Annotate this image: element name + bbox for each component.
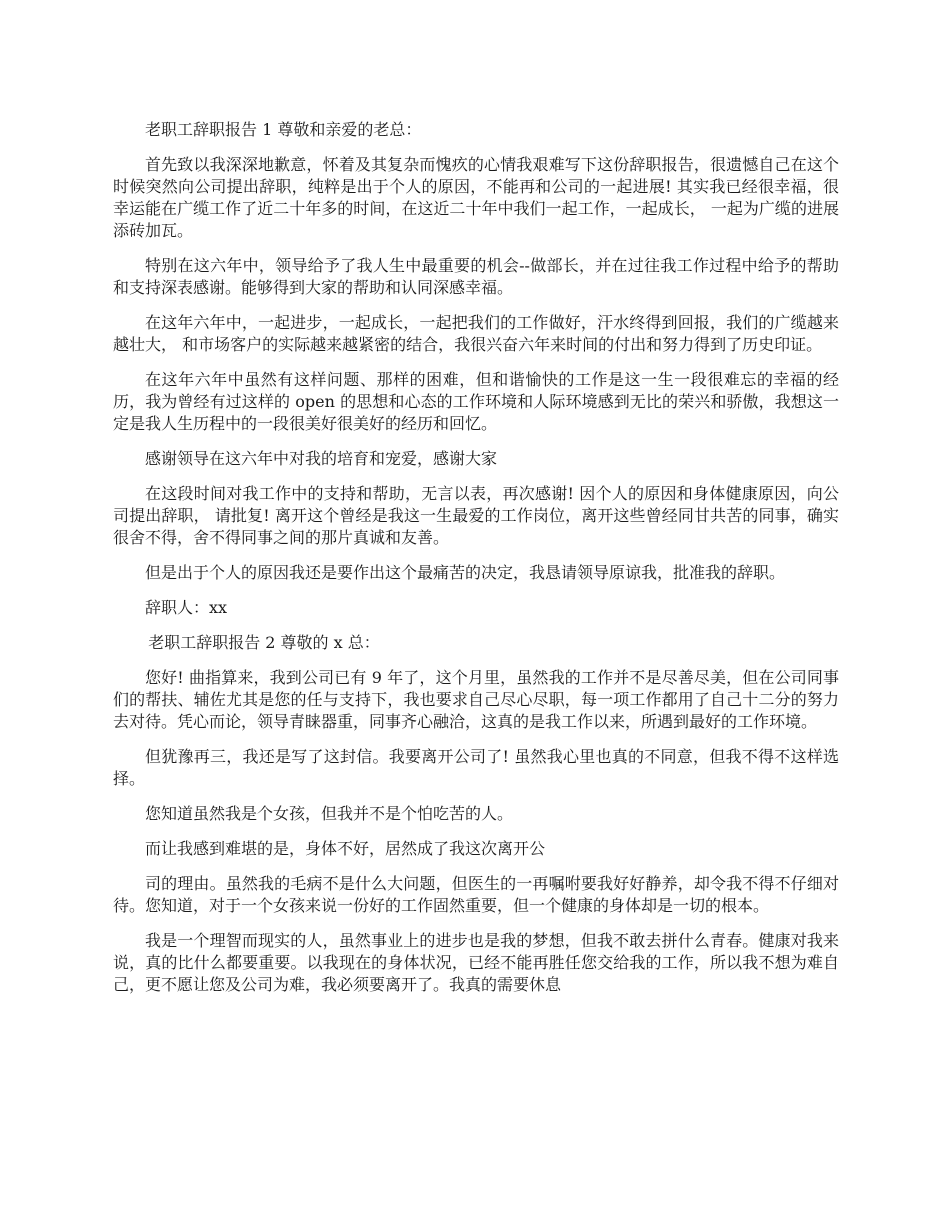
report-1-heading: 老职工辞职报告 1 尊敬和亲爱的老总： bbox=[145, 120, 422, 139]
paragraph-final-decision: 但是出于个人的原因我还是要作出这个最痛苦的决定，我恳请领导原谅我，批准我的辞职。 bbox=[145, 563, 786, 582]
signature-line: 辞职人：xx bbox=[145, 598, 228, 617]
paragraph-thank-everyone: 感谢领导在这六年中对我的培育和宠爱，感谢大家 bbox=[145, 449, 498, 468]
paragraph-six-years: 在这年六年中，一起进步，一起成长，一起把我们的工作做好，汗水终得到回报，我们的广缆越来越壮大， 和市场客户的实际越来越紧密的结合，我很兴奋六年来时间的付出和努力得到了历史印证。 bbox=[113, 313, 839, 354]
report-2-heading: 老职工辞职报告 2 尊敬的 x 总： bbox=[148, 633, 380, 652]
paragraph-apology: 首先致以我深深地歉意，怀着及其复杂而愧疚的心情我艰难写下这份辞职报告，很遗憾自己在这个时候突然向公司提出辞职，纯粹是出于个人的原因，不能再和公司的一起进展! 其实我已经很幸福，很幸运能在广缆工作了近二十年多的时间，在这近二十年中我们一起工作，一起成长， 一起为广缆的进展添砖加瓦。 bbox=[113, 155, 839, 240]
paragraph-not-afraid: 您知道虽然我是个女孩，但我并不是个怕吃苦的人。 bbox=[145, 804, 514, 823]
paragraph-health-reason: 司的理由。虽然我的毛病不是什么大问题，但医生的一再嘱咐要我好好静养，却令我不得不仔细对待。您知道，对于一个女孩来说一份好的工作固然重要，但一个健康的身体却是一切的根本。 bbox=[113, 874, 839, 915]
paragraph-thanks-leadership: 特别在这六年中，领导给予了我人生中最重要的机会--做部长，并在过往我工作过程中给予的帮助和支持深表感谢。能够得到大家的帮助和认同深感幸福。 bbox=[113, 256, 839, 297]
paragraph-greeting: 您好! 曲指算来，我到公司已有 9 年了，这个月里，虽然我的工作并不是尽善尽美，但在公司同事们的帮扶、辅佐尤其是您的任与支持下，我也要求自己尽心尽职，每一项工作都用了自己十二分的努力去对待。凭心而论，领导青睐器重，同事齐心融洽，这真的是我工作以来，所遇到最好的工作环境。 bbox=[113, 668, 839, 731]
paragraph-memories: 在这年六年中虽然有这样问题、那样的困难，但和谐愉快的工作是这一生一段很难忘的幸福的经历，我为曾经有过这样的 open 的思想和心态的工作环境和人际环境感到无比的荣兴和骄傲，我想这一定是我人生历程中的一段很美好很美好的经历和回忆。 bbox=[113, 370, 839, 433]
paragraph-hesitation: 但犹豫再三，我还是写了这封信。我要离开公司了! 虽然我心里也真的不同意，但我不得不这样选择。 bbox=[113, 747, 839, 788]
paragraph-resignation-request: 在这段时间对我工作中的支持和帮助，无言以表，再次感谢! 因个人的原因和身体健康原因，向公司提出辞职， 请批复! 离开这个曾经是我这一生最爱的工作岗位，离开这些曾经同甘共苦的同事，确实很舍不得，舍不得同事之间的那片真诚和友善。 bbox=[113, 484, 839, 547]
document-page bbox=[113, 119, 839, 1009]
paragraph-rational-person: 我是一个理智而现实的人，虽然事业上的进步也是我的梦想，但我不敢去拼什么青春。健康对我来说，真的比什么都要重要。以我现在的身体状况，已经不能再胜任您交给我的工作，所以我不想为难自己，更不愿让您及公司为难，我必须要离开了。我真的需要休息 bbox=[113, 931, 839, 994]
paragraph-health-reason-start: 而让我感到难堪的是，身体不好，居然成了我这次离开公 bbox=[145, 839, 546, 858]
